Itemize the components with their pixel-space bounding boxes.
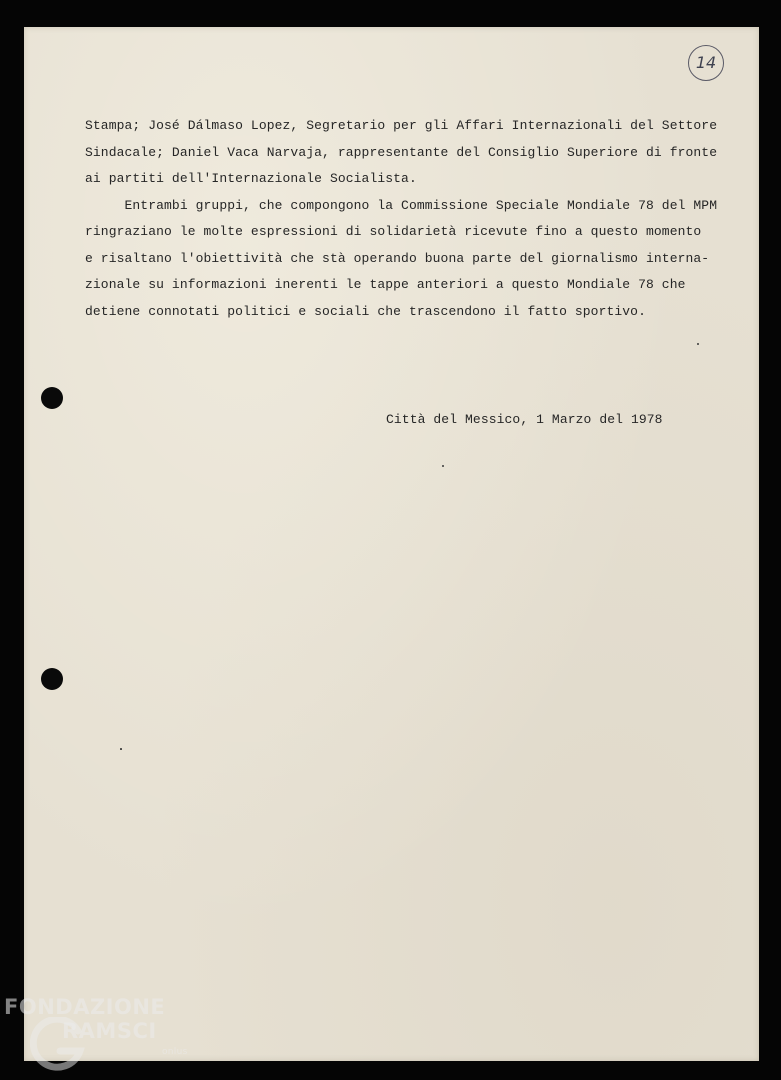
watermark-line-3: onlus [162,1047,188,1057]
text-line: detiene connotati politici e sociali che trascendono il fatto sportivo. [85,303,646,319]
text-line: ringraziano le molte espressioni di solidarietà ricevute fino a questo momento [85,224,702,239]
text-line: e risaltano l'obiettività che stà operando buona parte del giornalismo interna- [85,250,710,266]
text-line: Stampa; José Dálmaso Lopez, Segretario per gli Affari Internazionali del Settore [85,118,718,133]
paragraph-2 [85,193,725,326]
watermark-line-1: FONDAZIONE [4,995,166,1019]
paragraph-1 [85,113,725,193]
paper-speck [120,748,122,750]
paper-speck [442,465,444,467]
place-and-date: Città del Messico, 1 Marzo del 1978 [386,412,663,427]
text-line: zionale su informazioni inerenti le tappe anteriori a questo Mondiale 78 che [85,277,686,292]
text-line: ai partiti dell'Internazionale Socialista. [85,171,417,186]
paper-speck [697,343,699,345]
typed-body-text [85,113,725,325]
page-number-stamp: 14 [688,45,724,81]
punch-hole-bottom [41,668,63,690]
text-line: Entrambi gruppi, che compongono la Commissione Speciale Mondiale 78 del MPM [85,197,718,213]
text-line: Sindacale; Daniel Vaca Narvaja, rappresentante del Consiglio Superiore di fronte [85,144,718,160]
punch-hole-top [41,387,63,409]
watermark-line-2: RAMSCI [62,1019,157,1043]
fondazione-gramsci-watermark [4,995,194,1073]
